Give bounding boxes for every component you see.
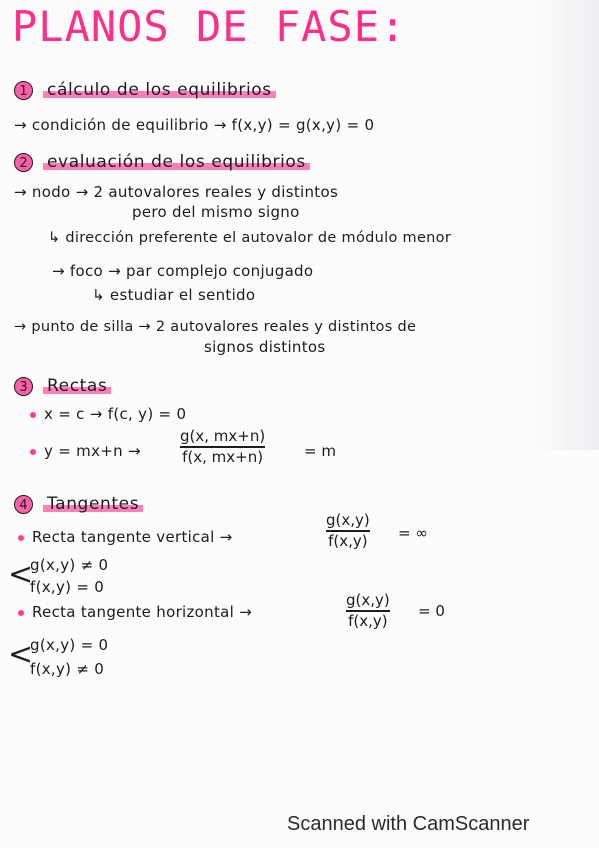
equilibrium-condition: → condición de equilibrio → f(x,y) = g(x,y) = 0 <box>14 116 375 134</box>
fraction-denominator: f(x,y) <box>348 611 388 630</box>
tangent-vertical-label: Recta tangente vertical → <box>32 528 233 546</box>
section-number: 4 <box>14 495 33 514</box>
bullet-dot <box>30 412 36 418</box>
section-title: Rectas <box>43 376 111 396</box>
fraction-numerator: g(x,y) <box>346 591 390 609</box>
recta-oblique-item <box>30 442 141 460</box>
bullet-dot <box>30 449 36 455</box>
scanner-watermark: Scanned with CamScanner <box>287 813 530 835</box>
nodo-line: → nodo → 2 autovalores reales y distintos <box>14 183 339 201</box>
section-2-header <box>14 152 310 172</box>
recta-vertical-item <box>30 405 186 423</box>
tangent-horizontal-label: Recta tangente horizontal → <box>32 603 253 621</box>
foco-direction: ↳ estudiar el sentido <box>92 286 256 304</box>
bleed-through-shadow <box>529 0 599 450</box>
section-number: 1 <box>14 81 33 100</box>
page-title: PLANOS DE FASE: <box>12 2 407 51</box>
tangent-vertical-cond-f: f(x,y) = 0 <box>30 578 105 596</box>
tangent-horizontal-cond-g: g(x,y) = 0 <box>30 636 109 654</box>
section-title: cálculo de los equilibrios <box>43 80 276 100</box>
section-4-header <box>14 494 143 514</box>
fraction-denominator: f(x, mx+n) <box>182 447 264 466</box>
section-title: evaluación de los equilibrios <box>43 152 310 172</box>
nodo-line-cont: pero del mismo signo <box>132 203 300 221</box>
tangent-horizontal-fraction <box>346 592 390 630</box>
nodo-direction: ↳ dirección preferente el autovalor de módulo menor <box>48 230 452 246</box>
section-3-header <box>14 376 111 396</box>
bullet-dot <box>18 535 24 541</box>
tangent-vertical-cond-g: g(x,y) ≠ 0 <box>30 556 109 574</box>
recta-oblique-fraction <box>180 428 265 466</box>
recta-oblique-result: = m <box>304 442 336 460</box>
tangent-horizontal-cond-f: f(x,y) ≠ 0 <box>30 660 105 678</box>
section-number: 2 <box>14 153 33 172</box>
section-number: 3 <box>14 377 33 396</box>
section-1-header <box>14 80 276 100</box>
tangent-vertical-fraction <box>326 512 370 550</box>
tangent-horizontal-result: = 0 <box>418 602 445 620</box>
condition-brace: < <box>8 637 34 672</box>
tangent-vertical-result: = ∞ <box>398 524 428 542</box>
recta-oblique-left: y = mx+n → <box>44 442 141 460</box>
silla-line: → punto de silla → 2 autovalores reales y distintos de <box>14 319 417 335</box>
fraction-denominator: f(x,y) <box>328 531 368 550</box>
fraction-numerator: g(x, mx+n) <box>180 427 266 445</box>
section-title: Tangentes <box>43 494 143 514</box>
fraction-numerator: g(x,y) <box>326 511 370 529</box>
condition-brace: < <box>8 557 34 592</box>
silla-line-cont: signos distintos <box>204 338 326 356</box>
foco-line: → foco → par complejo conjugado <box>52 262 314 280</box>
tangent-horizontal-item <box>18 603 252 621</box>
tangent-vertical-item <box>18 528 233 546</box>
bullet-dot <box>18 610 24 616</box>
recta-vertical-text: x = c → f(c, y) = 0 <box>44 405 187 423</box>
